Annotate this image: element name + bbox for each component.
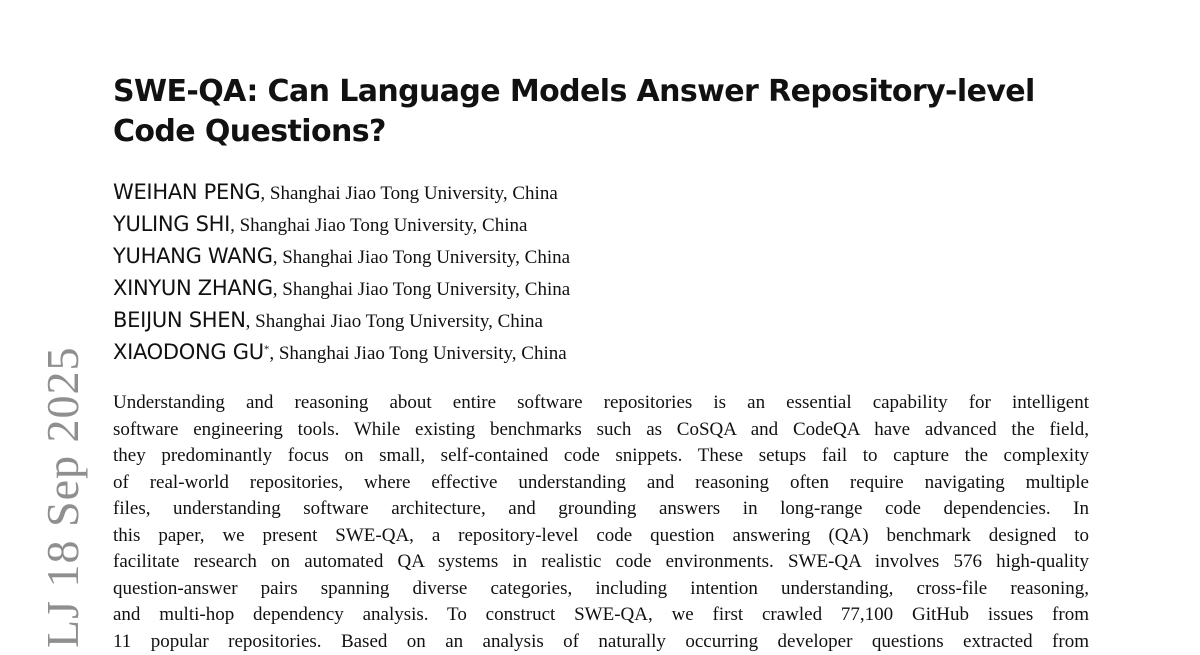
abstract-line: this paper, we present SWE-QA, a repository-level code question answering (QA) benchmark designed to <box>113 523 1089 550</box>
abstract-line: Understanding and reasoning about entire software repositories is an essential capability for intelligent <box>113 390 1089 417</box>
author-entry <box>113 336 1089 368</box>
abstract <box>113 390 1089 655</box>
abstract-line: they predominantly focus on small, self-contained code snippets. These setups fail to capture the complexity <box>113 443 1089 470</box>
paper-page <box>113 72 1089 655</box>
abstract-line: of real-world repositories, where effective understanding and reasoning often require navigating multiple <box>113 470 1089 497</box>
author-name: XIAODONG GU <box>113 340 264 364</box>
author-entry <box>113 304 1089 336</box>
abstract-line: 11 popular repositories. Based on an analysis of naturally occurring developer questions extracted from <box>113 629 1089 655</box>
paper-title-line-1: SWE-QA: Can Language Models Answer Repository-level <box>113 74 1035 109</box>
author-name: YUHANG WANG <box>113 244 273 268</box>
abstract-line: question-answer pairs spanning diverse categories, including intention understanding, cross-file reasoning, <box>113 576 1089 603</box>
author-affiliation: , Shanghai Jiao Tong University, China <box>273 247 570 268</box>
author-name: YULING SHI <box>113 212 230 236</box>
author-entry <box>113 176 1089 208</box>
abstract-line: files, understanding software architecture, and grounding answers in long-range code dependencies. In <box>113 496 1089 523</box>
arxiv-stamp: LJ 18 Sep 2025 <box>40 347 86 649</box>
author-name: XINYUN ZHANG <box>113 276 273 300</box>
author-affiliation: , Shanghai Jiao Tong University, China <box>246 311 543 332</box>
author-affiliation: , Shanghai Jiao Tong University, China <box>260 183 557 204</box>
author-list <box>113 176 1089 368</box>
author-affiliation: , Shanghai Jiao Tong University, China <box>273 279 570 300</box>
author-entry <box>113 208 1089 240</box>
author-affiliation: , Shanghai Jiao Tong University, China <box>269 343 566 364</box>
corresponding-author-marker: * <box>264 344 270 356</box>
paper-title-line-2: Code Questions? <box>113 114 386 149</box>
abstract-line: facilitate research on automated QA systems in realistic code environments. SWE-QA involves 576 high-quality <box>113 549 1089 576</box>
abstract-line: and multi-hop dependency analysis. To construct SWE-QA, we first crawled 77,100 GitHub issues from <box>113 602 1089 629</box>
author-affiliation: , Shanghai Jiao Tong University, China <box>230 215 527 236</box>
paper-title <box>113 72 1089 152</box>
author-entry <box>113 240 1089 272</box>
author-name: WEIHAN PENG <box>113 180 260 204</box>
author-name: BEIJUN SHEN <box>113 308 246 332</box>
abstract-line: software engineering tools. While existing benchmarks such as CoSQA and CodeQA have advanced the field, <box>113 417 1089 444</box>
author-entry <box>113 272 1089 304</box>
